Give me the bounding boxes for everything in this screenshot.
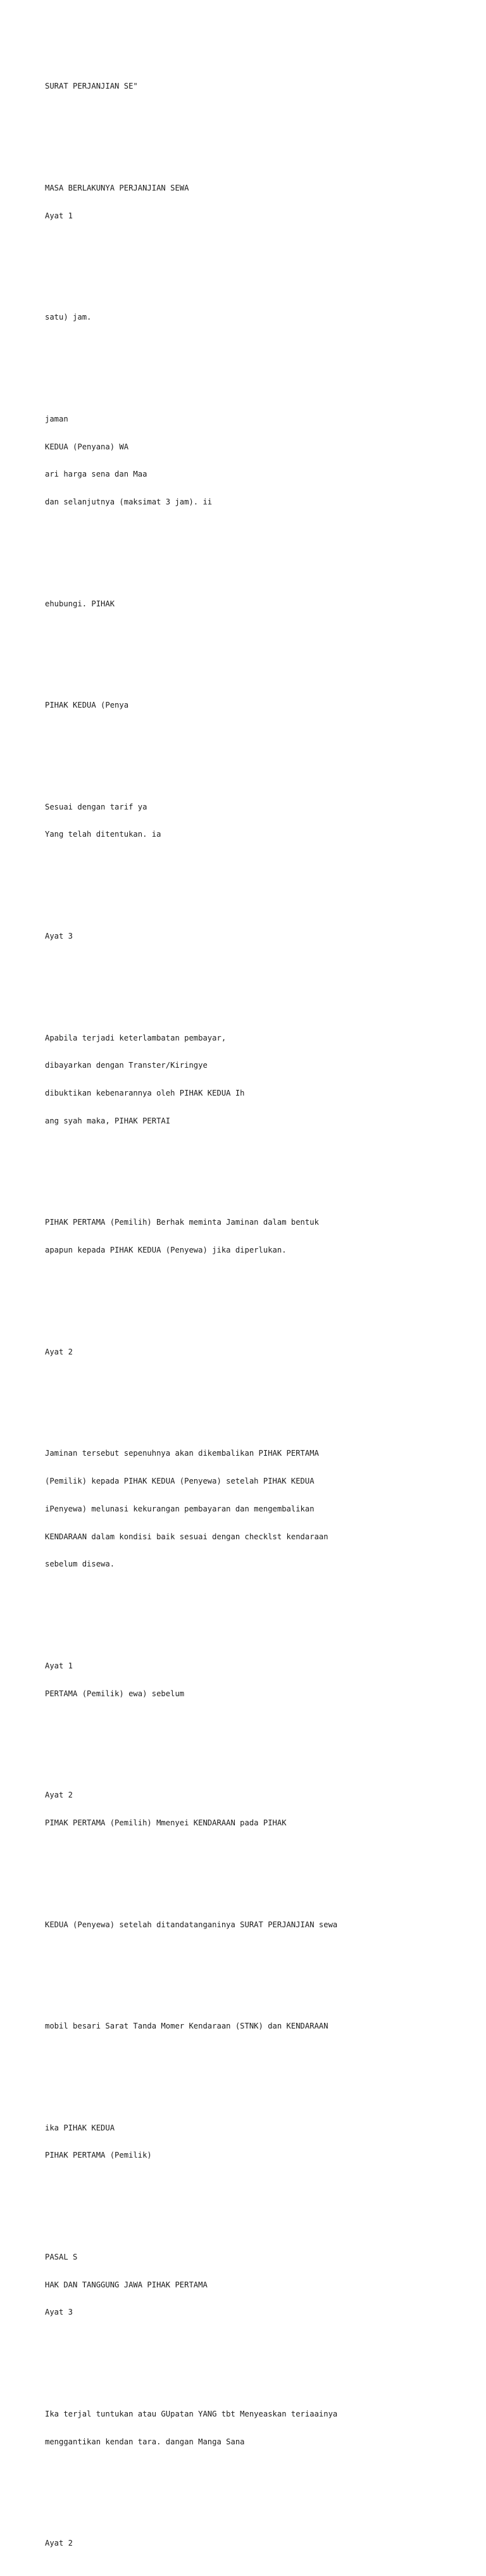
block-paragraph <box>45 1901 475 1948</box>
text-line: satu) jam. <box>45 313 92 322</box>
doc-title: SURAT PERJANJIAN SE" <box>45 82 138 91</box>
block-paragraph <box>45 2104 475 2179</box>
text-line: iPenyewa) melunasi kekurangan pembayaran dan mengembalikan <box>45 1504 315 1513</box>
block-paragraph <box>45 682 475 728</box>
text-line: menggantikan kendan tara. dangan Manga Sana <box>45 2437 245 2446</box>
text-line: PIHAK PERTAMA (Pemilih) Berhak meminta Jaminan dalam bentuk <box>45 1218 319 1227</box>
text-line: PIHAK KEDUA (Penya <box>45 701 129 710</box>
text-line: KENDARAAN dalam kondisi baik sesuai dengan checklst kendaraan <box>45 1532 328 1541</box>
spacer <box>45 1865 475 1874</box>
block-ayat <box>45 913 475 960</box>
text-line: Jaminan tersebut sepenuhnya akan dikembalikan PIHAK PERTAMA <box>45 1449 319 1458</box>
document-page <box>45 45 475 2576</box>
text-line: KEDUA (Penyewa) setelah ditandatanganinya SURAT PERJANJIAN sewa <box>45 1920 338 1929</box>
ayat-label: Ayat 2 <box>45 1347 73 1356</box>
spacer <box>45 2068 475 2077</box>
spacer <box>45 2197 475 2206</box>
spacer <box>45 876 475 885</box>
spacer <box>45 2484 475 2493</box>
text-line: mobil besari Sarat Tanda Momer Kendaraan (STNK) dan KENDARAAN <box>45 2022 328 2031</box>
spacer <box>45 258 475 267</box>
block-paragraph <box>45 2391 475 2465</box>
text-line: sebelum disewa. <box>45 1560 115 1569</box>
text-line: PIMAK PERTAMA (Pemilih) Mmenyei KENDARAAN pada PIHAK <box>45 1818 287 1827</box>
text-line: PERTAMA (Pemilik) ewa) sebelum <box>45 1689 185 1698</box>
spacer <box>45 2354 475 2363</box>
text-line: Ika terjal tuntukan atau GUpatan YANG tbt Menyeaskan teriaainya <box>45 2410 338 2418</box>
text-line: dan selanjutnya (maksimat 3 jam). ii <box>45 497 213 507</box>
block-paragraph <box>45 1430 475 1587</box>
block-ayat <box>45 1329 475 1375</box>
text-line: PIHAK PERTAMA (Pemilik) <box>45 2151 152 2160</box>
text-line: ika PIHAK KEDUA <box>45 2123 115 2132</box>
text-line: ari harga sena dan Maa <box>45 470 147 479</box>
text-line: dibuktikan kebenarannya oleh PIHAK KEDUA Ih <box>45 1089 245 1098</box>
ayat-label: Ayat 1 <box>45 211 73 220</box>
text-line: jaman <box>45 414 68 423</box>
spacer <box>45 1735 475 1745</box>
spacer <box>45 544 475 553</box>
block-masa-berlaku <box>45 165 475 239</box>
spacer <box>45 359 475 368</box>
text-line: apapun kepada PIHAK KEDUA (Penyewa) jika diperlukan. <box>45 1246 287 1255</box>
spacer <box>45 978 475 987</box>
text-line: ehubungi. PIHAK <box>45 599 115 608</box>
ayat-label: Ayat 1 <box>45 1661 73 1670</box>
ayat-label: Ayat 3 <box>45 2308 73 2317</box>
block-paragraph <box>45 294 475 341</box>
block-title <box>45 63 475 109</box>
spacer <box>45 128 475 137</box>
section-heading: HAK DAN TANGGUNG JAWA PIHAK PERTAMA <box>45 2280 208 2289</box>
block-pasal <box>45 2234 475 2336</box>
spacer <box>45 1966 475 1976</box>
text-line: Yang telah ditentukan. ia <box>45 830 161 839</box>
pasal-label: PASAL S <box>45 2252 78 2261</box>
text-line: (Pemilik) kepada PIHAK KEDUA (Penyewa) setelah PIHAK KEDUA <box>45 1477 315 1486</box>
section-heading: MASA BERLAKUNYA PERJANJIAN SEWA <box>45 183 189 192</box>
ayat-label: Ayat 2 <box>45 1791 73 1800</box>
block-paragraph <box>45 396 475 525</box>
block-paragraph <box>45 784 475 858</box>
spacer <box>45 1163 475 1172</box>
spacer <box>45 646 475 655</box>
block-ayat <box>45 2520 475 2567</box>
block-paragraph <box>45 1643 475 1717</box>
block-paragraph <box>45 580 475 627</box>
spacer <box>45 1394 475 1403</box>
block-paragraph <box>45 1772 475 1846</box>
spacer <box>45 747 475 756</box>
text-line: ang syah maka, PIHAK PERTAI <box>45 1116 171 1125</box>
block-paragraph <box>45 1015 475 1144</box>
ayat-label: Ayat 2 <box>45 2539 73 2548</box>
ayat-label: Ayat 3 <box>45 932 73 941</box>
text-line: dibayarkan dengan Transter/Kiringye <box>45 1061 208 1070</box>
text-line: KEDUA (Penyana) WA <box>45 442 129 451</box>
block-paragraph <box>45 1199 475 1273</box>
block-paragraph <box>45 2003 475 2049</box>
spacer <box>45 1292 475 1301</box>
text-line: Apabila terjadi keterlambatan pembayar, <box>45 1033 227 1042</box>
spacer <box>45 1606 475 1615</box>
text-line: Sesuai dengan tarif ya <box>45 802 147 811</box>
